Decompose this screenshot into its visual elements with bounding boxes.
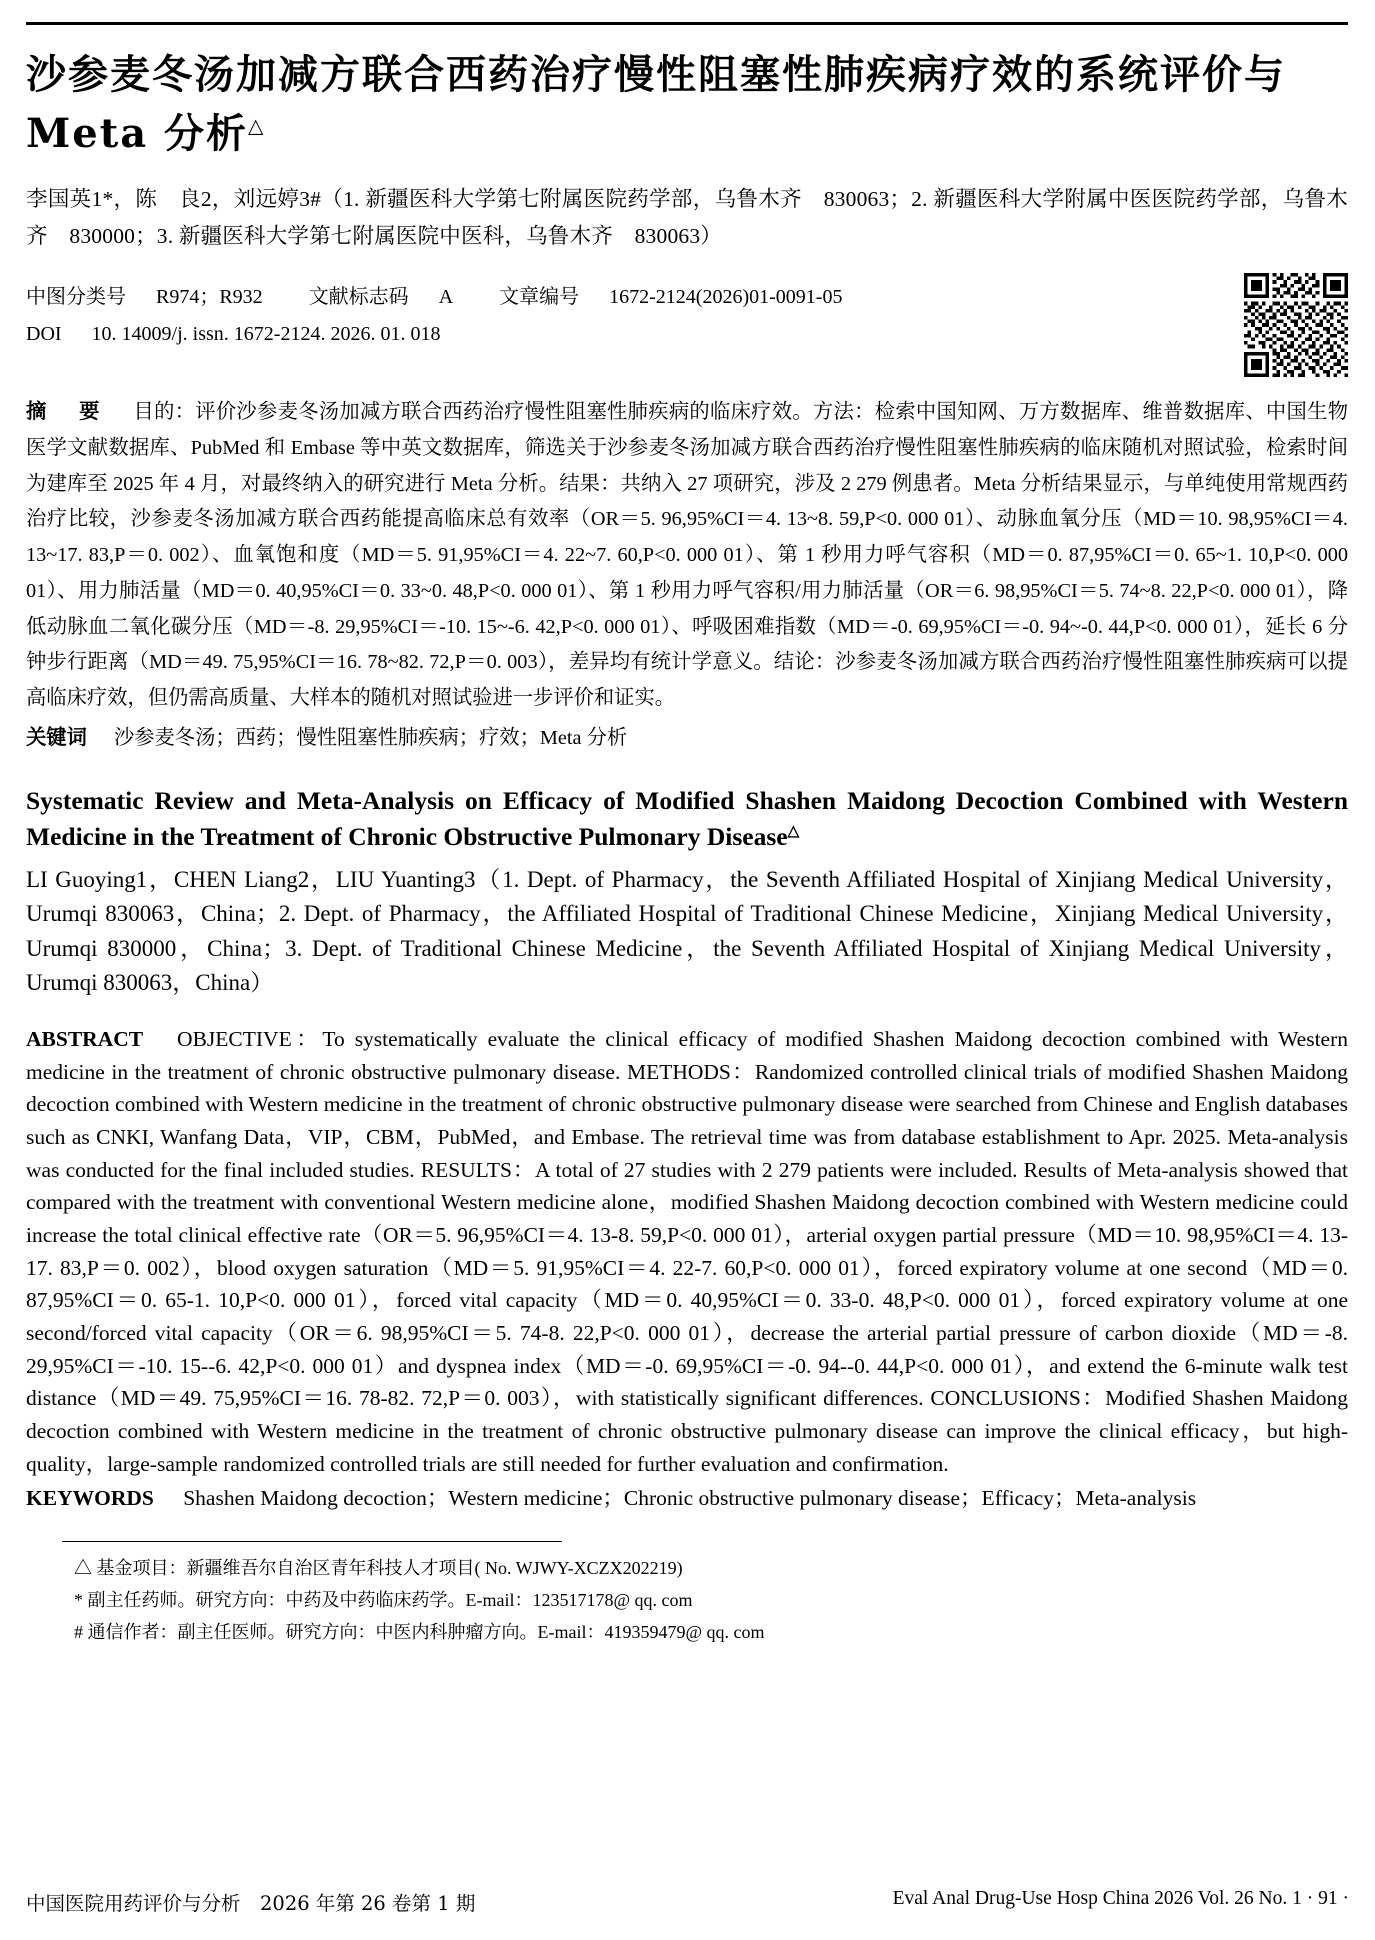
cn-title-text: 沙参麦冬汤加减方联合西药治疗慢性阻塞性肺疾病疗效的系统评价与 Meta 分析 (26, 51, 1286, 158)
en-title-footnote-marker: △ (787, 823, 800, 840)
footnote-item: * 副主任药师。研究方向：中药及中药临床药学。E-mail：123517178@ qq. com (74, 1590, 693, 1611)
keywords-english-label: KEYWORDS (26, 1486, 154, 1511)
clc-label: 中图分类号 (26, 286, 126, 309)
paper-content (26, 22, 1348, 1648)
keywords-chinese (26, 721, 1348, 757)
doc-code-label: 文献标志码 (308, 286, 409, 309)
authors-chinese: 李国英1*，陈 良2，刘远婷3#（1. 新疆医科大学第七附属医院药学部，乌鲁木齐 830063；2. 新疆医科大学附属中医医院药学部，乌鲁木齐 830000；3. 新疆医科大学第七附属医院中医科，乌鲁木齐 830063） (26, 187, 1348, 249)
keywords-chinese-text: 沙参麦冬汤；西药；慢性阻塞性肺疾病；疗效；Meta 分析 (113, 726, 628, 749)
doi-label: DOI (26, 323, 62, 346)
abstract-chinese-label: 摘 要 (26, 401, 106, 424)
qr-code-icon (1244, 273, 1348, 377)
abstract-english-text: OBJECTIVE：To systematically evaluate the clinical efficacy of modified Shashen Maidong decoction combined with Western medicine in the treatment of chronic obstructive pulmonary disease. METHODS：Randomized controlled clinical trials of modified Shashen Maidong decoction combined with Western medicine in the treatment of chronic obstructive pulmonary disease were searched from Chinese and English databases such as CNKI, Wanfang Data，VIP，CBM，PubMed，and Embase. The retrieval time was from database establishment to Apr. 2025. Meta-analysis was conducted for the final included studies. RESULTS：A total of 27 studies with 2 279 patients were included. Results of Meta-analysis showed that compared with the treatment with conventional Western medicine alone，modified Shashen Maidong decoction combined with Western medicine could increase the total clinical effective rate（OR＝5. 96,95%CI＝4. 13-8. 59,P<0. 000 01），arterial oxygen partial pressure（MD＝10. 98,95%CI＝4. 13-17. 83,P＝0. 002），blood oxygen saturation（MD＝5. 91,95%CI＝4. 22-7. 60,P<0. 000 01），forced expiratory volume at one second（MD＝0. 87,95%CI＝0. 65-1. 10,P<0. 000 01），forced vital capacity（MD＝0. 40,95%CI＝0. 33-0. 48,P<0. 000 01），forced expiratory volume at one second/forced vital capacity（OR＝6. 98,95%CI＝5. 74-8. 22,P<0. 000 01），decrease the arterial partial pressure of carbon dioxide（MD＝-8. 29,95%CI＝-10. 15--6. 42,P<0. 000 01）and dyspnea index（MD＝-0. 69,95%CI＝-0. 94--0. 44,P<0. 000 01），and extend the 6-minute walk test distance（MD＝49. 75,95%CI＝16. 78-82. 72,P＝0. 003），with statistically significant differences. CONCLUSIONS：Modified Shashen Maidong decoction combined with Western medicine in the treatment of chronic obstructive pulmonary disease can improve the clinical efficacy，but high-quality，large-sample randomized controlled trials are still needed for further evaluation and confirmation. (26, 1026, 1348, 1476)
metadata-line-2 (26, 316, 1234, 353)
abstract-english (26, 1023, 1348, 1480)
footnote-item: # 通信作者：副主任医师。研究方向：中医内科肿瘤方向。E-mail：419359479@ qq. com (74, 1622, 765, 1643)
doi-value: 10. 14009/j. issn. 1672-2124. 2026. 01. 018 (91, 323, 441, 346)
page-title-english (26, 783, 1348, 855)
keywords-english (26, 1482, 1348, 1515)
keywords-chinese-label: 关键词 (26, 726, 87, 749)
abstract-chinese-text: 目的：评价沙参麦冬汤加减方联合西药治疗慢性阻塞性肺疾病的临床疗效。方法：检索中国知网、万方数据库、维普数据库、中国生物医学文献数据库、PubMed 和 Embase 等中英文数据库，筛选关于沙参麦冬汤加减方联合西药治疗慢性阻塞性肺疾病的临床随机对照试验，检索时间为建库至 2025 年 4 月，对最终纳入的研究进行 Meta 分析。结果：共纳入 27 项研究，涉及 2 279 例患者。Meta 分析结果显示，与单纯使用常规西药治疗比较，沙参麦冬汤加减方联合西药能提高临床总有效率（OR＝5. 96,95%CI＝4. 13~8. 59,P<0. 000 01）、动脉血氧分压（MD＝10. 98,95%CI＝4. 13~17. 83,P＝0. 002）、血氧饱和度（MD＝5. 91,95%CI＝4. 22~7. 60,P<0. 000 01）、第 1 秒用力呼气容积（MD＝0. 87,95%CI＝0. 65~1. 10,P<0. 000 01）、用力肺活量（MD＝0. 40,95%CI＝0. 33~0. 48,P<0. 000 01）、第 1 秒用力呼气容积/用力肺活量（OR＝6. 98,95%CI＝5. 74~8. 22,P<0. 000 01），降低动脉血二氧化碳分压（MD＝-8. 29,95%CI＝-10. 15~-6. 42,P<0. 000 01）、呼吸困难指数（MD＝-0. 69,95%CI＝-0. 94~-0. 44,P<0. 000 01），延长 6 分钟步行距离（MD＝49. 75,95%CI＝16. 78~82. 72,P＝0. 003），差异均有统计学意义。结论：沙参麦冬汤加减方联合西药治疗慢性阻塞性肺疾病可以提高临床疗效，但仍需高质量、大样本的随机对照试验进一步评价和证实。 (26, 401, 1348, 710)
en-title-text: Systematic Review and Meta-Analysis on Efficacy of Modified Shashen Maidong Decoction Combined with Western Medicine in the Treatment of Chronic Obstructive Pulmonary Disease (26, 785, 1348, 851)
article-id-label: 文章编号 (499, 286, 580, 309)
keywords-english-text: Shashen Maidong decoction；Western medicine；Chronic obstructive pulmonary disease；Efficacy；Meta-analysis (183, 1486, 1197, 1511)
top-divider (26, 22, 1348, 25)
clc-value: R974；R932 (156, 286, 263, 309)
footnote-item: △ 基金项目：新疆维吾尔自治区青年科技人才项目( No. WJWY-XCZX202219) (74, 1557, 683, 1578)
metadata-row (26, 279, 1348, 377)
authors-english: LI Guoying1，CHEN Liang2，LIU Yuanting3（1. Dept. of Pharmacy，the Seventh Affiliated Hospital of Xinjiang Medical University，Urumqi 830063，China；2. Dept. of Pharmacy，the Affiliated Hospital of Traditional Chinese Medicine，Xinjiang Medical University，Urumqi 830000，China；3. Dept. of Traditional Chinese Medicine，the Seventh Affiliated Hospital of Xinjiang Medical University，Urumqi 830063，China） (26, 866, 1348, 996)
metadata-line-1 (26, 279, 1234, 316)
page-footer (26, 1888, 1349, 1916)
doc-code-value: A (438, 286, 454, 309)
footer-journal-chinese: 中国医院用药评价与分析 2026 年第 26 卷第 1 期 (26, 1892, 476, 1915)
metadata-block (26, 279, 1234, 353)
abstract-english-label: ABSTRACT (26, 1026, 144, 1051)
footnote-divider (62, 1541, 562, 1542)
page-title-chinese (26, 45, 1348, 163)
article-id-value: 1672-2124(2026)01-0091-05 (609, 286, 843, 309)
cn-title-footnote-marker: △ (248, 113, 266, 138)
footer-journal-english: Eval Anal Drug-Use Hosp China 2026 Vol. 26 No. 1 · 91 · (892, 1888, 1349, 1909)
footnotes (74, 1552, 1348, 1648)
abstract-chinese (26, 395, 1348, 716)
